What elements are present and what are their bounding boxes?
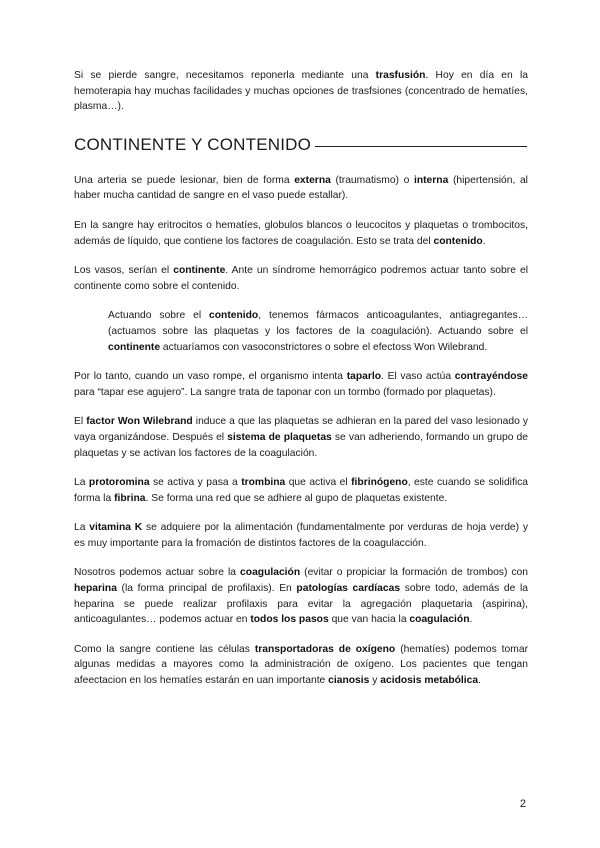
paragraph-3: Los vasos, serían el continente. Ante un síndrome hemorrágico podremos actuar tanto sobre el continente como sobre el contenido.: [74, 265, 528, 292]
paragraph-6: El factor Won Wilebrand induce a que las plaquetas se adhieran en la pared del vaso lesionado y vaya organizándose. Después el sistema de plaquetas se van adheriendo, formando un grupo de plaquetas y se activan los factores de la coagulación.: [74, 416, 528, 459]
section-title: CONTINENTE Y CONTENIDO: [74, 134, 312, 154]
paragraph-2: En la sangre hay eritrocitos o hematíes, globulos blancos o leucocitos y plaquetas o trombocitos, además de líquido, que contiene los factores de coagulación. Esto se trata del contenido.: [74, 219, 528, 247]
intro-paragraph: Si se pierde sangre, necesitamos reponerla mediante una trasfusión. Hoy en día en la hemoterapia hay muchas facilidades y muchas opciones de trasfsiones (concentrado de hematíes, plasma…).: [74, 70, 528, 113]
paragraph-9: Nosotros podemos actuar sobre la coagulación (evitar o propiciar la formación de trombos) con heparina (la forma principal de profilaxis). En patologías cardíacas sobre todo, además de la heparina se puede realizar profilaxis para evitar la agregación plaquetaria (aspirina), anticoagulantes… podemos actuar en todos los pasos que van hacia la coagulación.: [74, 567, 528, 626]
paragraph-10: Como la sangre contiene las células transportadoras de oxígeno (hematíes) podemos tomar algunas medidas a mayores como la administración de oxígeno. Los pacientes que tengan afeectacion en los hematíes estarán en uan importante cianosis y acidosis metabólica.: [74, 643, 528, 687]
paragraph-4-indented: Actuando sobre el contenido, tenemos fármacos anticoagulantes, antiagregantes… (actuamos sobre las plaquetas y los factores de la coagulación). Actuando sobre el continente actuaríamos con vasoconstrictores o sobre el efectoss Won Wilebrand.: [108, 310, 528, 353]
paragraph-1: Una arteria se puede lesionar, bien de forma externa (traumatismo) o interna (hipertensión, al haber mucha cantidad de sangre en el vaso puede estallar).: [74, 174, 528, 202]
paragraph-5: Por lo tanto, cuando un vaso rompe, el organismo intenta taparlo. El vaso actúa contrayéndose para “tapar ese agujero”. La sangre trata de taponar con un tormbo (formado por plaquetas).: [74, 371, 528, 398]
section-heading: [74, 135, 528, 155]
paragraph-7: La protoromina se activa y pasa a trombina que activa el fibrinógeno, este cuando se solidifica forma la fibrina. Se forma una red que se adhiere al gupo de plaquetas existente.: [74, 477, 528, 504]
document-page: [74, 68, 528, 703]
page-number: 2: [519, 798, 526, 810]
paragraph-8: La vitamina K se adquiere por la alimentación (fundamentalmente por verduras de hoja verde) y es muy importante para la fromación de distintos factores de la coagulacción.: [74, 522, 528, 549]
heading-rule: [315, 146, 527, 147]
